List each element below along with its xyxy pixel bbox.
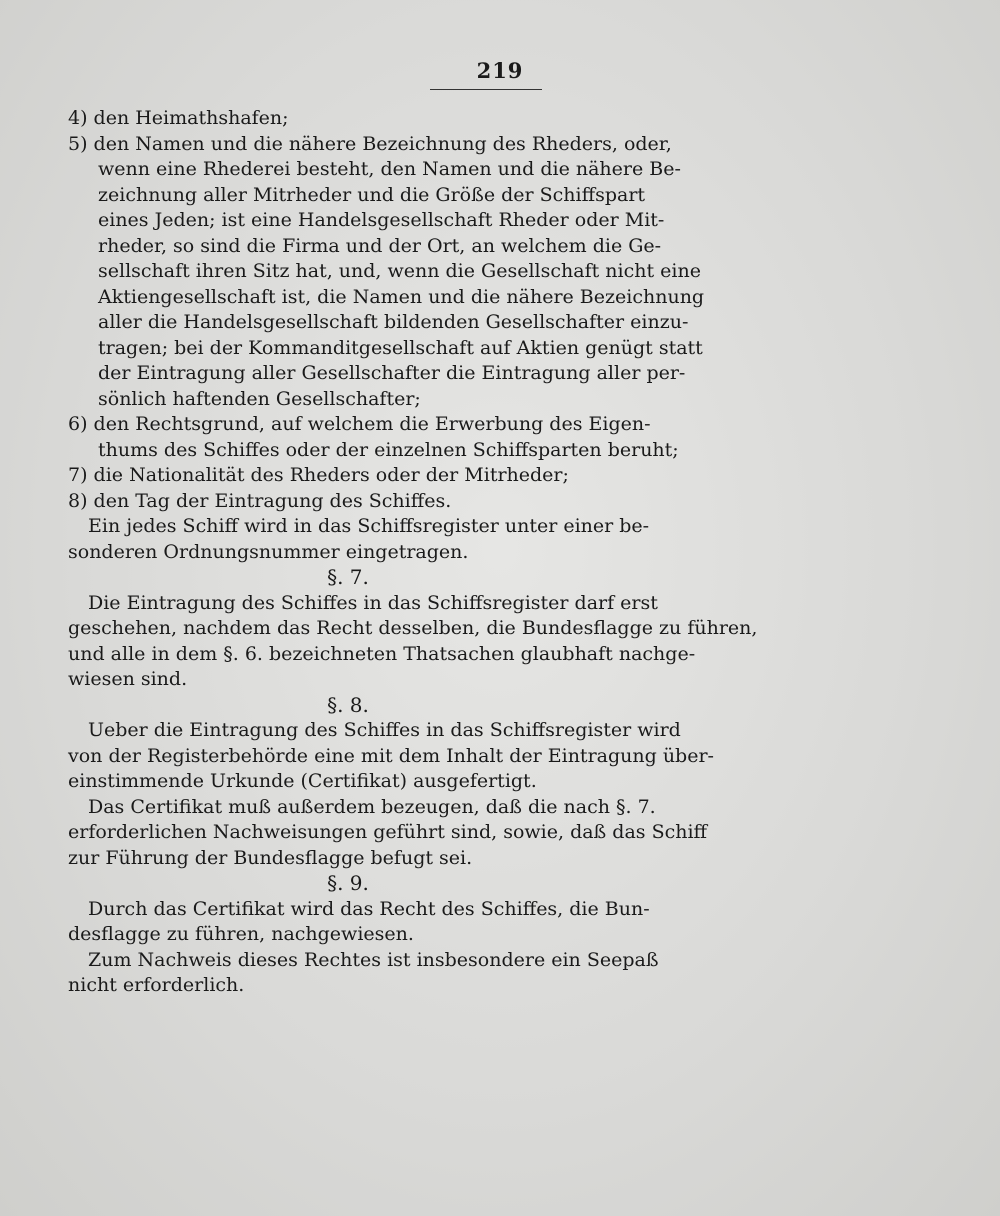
text-line: rheder, so sind die Firma und der Ort, an welchem die Ge- bbox=[98, 234, 662, 257]
text-line: wiesen sind. bbox=[68, 668, 188, 690]
text-line: von der Registerbehörde eine mit dem Inhalt der Eintragung über- bbox=[68, 744, 714, 767]
text-line: einstimmende Urkunde (Certifikat) ausgefertigt. bbox=[68, 770, 537, 792]
text-line: aller die Handelsgesellschaft bildenden Gesellschafter einzu- bbox=[98, 311, 689, 333]
text-line: 5) den Namen und die nähere Bezeichnung des Rheders, oder, bbox=[68, 132, 672, 155]
section-heading: §. 7. bbox=[327, 565, 369, 589]
text-line: der Eintragung aller Gesellschafter die Eintragung aller per- bbox=[98, 362, 686, 384]
text-line: 7) die Nationalität des Rheders oder der Mitrheder; bbox=[68, 464, 569, 486]
text-line: wenn eine Rhederei besteht, den Namen und die nähere Be- bbox=[98, 158, 681, 180]
header-rule bbox=[430, 89, 542, 90]
text-line: Aktiengesellschaft ist, die Namen und die nähere Bezeichnung bbox=[98, 285, 705, 308]
page-number: 219 bbox=[476, 58, 524, 83]
section-heading: §. 8. bbox=[327, 692, 369, 717]
text-line: sönlich haftenden Gesellschafter; bbox=[98, 387, 421, 410]
text-line: thums des Schiffes oder der einzelnen Schiffsparten beruht; bbox=[98, 438, 679, 461]
section-heading: §. 9. bbox=[327, 871, 369, 895]
text-line: tragen; bei der Kommanditgesellschaft auf Aktien genügt statt bbox=[98, 336, 703, 359]
text-line: 6) den Rechtsgrund, auf welchem die Erwerbung des Eigen- bbox=[68, 413, 651, 435]
text-line: Zum Nachweis dieses Rechtes ist insbesondere ein Seepaß bbox=[88, 948, 659, 971]
page-header bbox=[0, 58, 1000, 90]
text-line: Ein jedes Schiff wird in das Schiffsregister unter einer be- bbox=[88, 515, 650, 537]
text-line: Ueber die Eintragung des Schiffes in das Schiffsregister wird bbox=[88, 719, 681, 741]
text-line: Durch das Certifikat wird das Recht des Schiffes, die Bun- bbox=[88, 897, 650, 920]
text-line: Die Eintragung des Schiffes in das Schiffsregister darf erst bbox=[88, 591, 658, 614]
text-line: 8) den Tag der Eintragung des Schiffes. bbox=[68, 489, 452, 512]
text-line: Das Certifikat muß außerdem bezeugen, daß die nach §. 7. bbox=[88, 795, 656, 818]
text-line: sonderen Ordnungsnummer eingetragen. bbox=[68, 540, 469, 563]
text-line: geschehen, nachdem das Recht desselben, die Bundesflagge zu führen, bbox=[68, 617, 758, 639]
text-line: sellschaft ihren Sitz hat, und, wenn die Gesellschaft nicht eine bbox=[98, 260, 701, 282]
text-line: 4) den Heimathshafen; bbox=[68, 107, 289, 129]
text-line: eines Jeden; ist eine Handelsgesellschaft Rheder oder Mit- bbox=[98, 209, 665, 231]
text-line: nicht erforderlich. bbox=[68, 974, 245, 996]
text-line: und alle in dem §. 6. bezeichneten Thatsachen glaubhaft nachge- bbox=[68, 642, 696, 665]
text-line: zeichnung aller Mitrheder und die Größe der Schiffspart bbox=[98, 183, 646, 206]
text-line: desflagge zu führen, nachgewiesen. bbox=[68, 923, 414, 945]
body-text bbox=[68, 106, 758, 999]
text-line: zur Führung der Bundesflagge befugt sei. bbox=[68, 846, 473, 869]
text-line: erforderlichen Nachweisungen geführt sind, sowie, daß das Schiff bbox=[68, 821, 708, 843]
